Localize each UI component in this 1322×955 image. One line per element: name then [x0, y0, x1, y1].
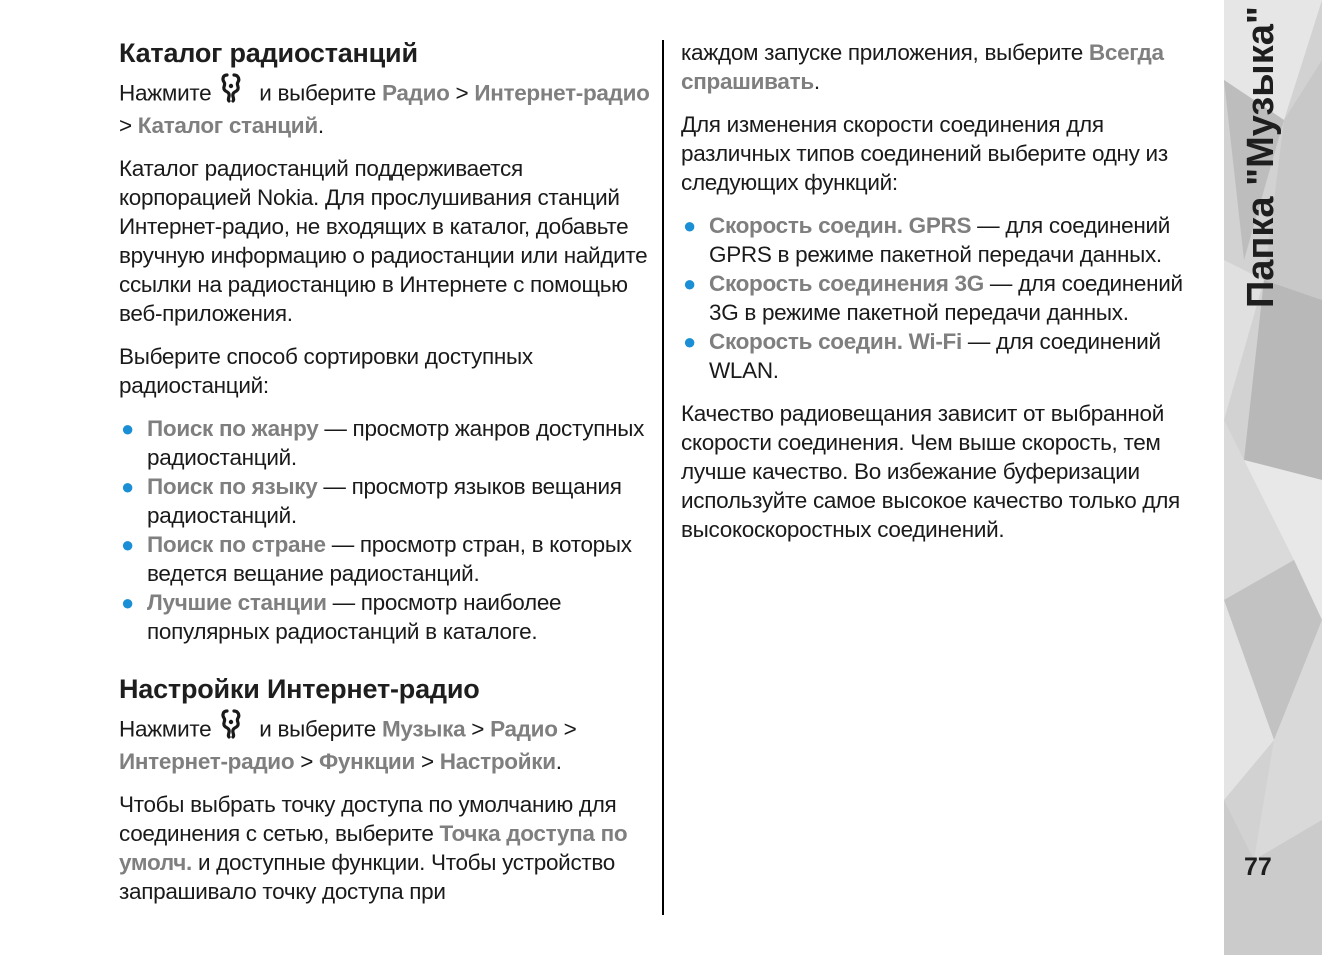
continuation-paragraph: [681, 38, 1213, 96]
access-point-paragraph: [119, 790, 655, 906]
nav-select-text: и выберите: [253, 80, 382, 106]
option-label: Скорость соединения 3G: [709, 271, 984, 296]
nav-sep: >: [557, 716, 577, 742]
bullet-icon: ●: [683, 213, 696, 238]
continuation-end: .: [813, 69, 820, 94]
nav-press-text: Нажмите: [119, 80, 212, 106]
nav-music: Музыка: [381, 716, 466, 742]
column-divider: [662, 40, 664, 915]
option-desc: — просмотр жанров доступных радиостанций.: [147, 416, 645, 470]
nav-radio: Радио: [381, 80, 450, 106]
option-desc: — просмотр стран, в которых ведется вещание радиостанций.: [147, 532, 632, 586]
quality-paragraph: Качество радиовещания зависит от выбранной скорости соединения. Чем выше скорость, тем лучше качество. Во избежание буферизации используйте самое высокое качество только для высокоскоростных соединений.: [681, 401, 1180, 542]
nav-end: .: [555, 749, 562, 774]
list-item: [681, 269, 1213, 327]
nav-select-text: и выберите: [253, 716, 382, 742]
left-column: [119, 36, 655, 920]
bullet-icon: ●: [121, 474, 134, 499]
option-label: Поиск по языку: [147, 474, 318, 499]
menu-key-icon: [219, 708, 245, 747]
option-label: Лучшие станции: [147, 590, 327, 615]
list-item: [119, 472, 655, 530]
list-item: [119, 414, 655, 472]
nav-radio: Радио: [490, 716, 558, 742]
access-point-option: Точка доступа по умолч.: [119, 821, 628, 875]
nav-internet-radio: Интернет-радио: [119, 749, 295, 774]
nav-sep: >: [119, 113, 138, 138]
bullet-icon: ●: [683, 329, 696, 354]
bullet-icon: ●: [121, 416, 134, 441]
speed-options-list: [681, 211, 1213, 385]
nav-internet-radio: Интернет-радио: [474, 80, 650, 106]
page-number: 77: [1244, 853, 1272, 881]
list-item: [119, 530, 655, 588]
sort-intro: Выберите способ сортировки доступных радиостанций:: [119, 344, 533, 398]
settings-nav-path: [119, 714, 655, 776]
list-item: [681, 211, 1213, 269]
catalog-nav-path: [119, 78, 655, 140]
option-label: Скорость соедин. GPRS: [709, 213, 972, 238]
always-ask-option: Всегда спрашивать: [681, 40, 1164, 94]
bullet-icon: ●: [683, 271, 696, 296]
nav-settings: Настройки: [439, 749, 556, 774]
nav-functions: Функции: [319, 749, 415, 774]
option-label: Скорость соедин. Wi-Fi: [709, 329, 962, 354]
option-desc: — для соединений 3G в режиме пакетной передачи данных.: [709, 271, 1183, 325]
option-desc: — для соединений GPRS в режиме пакетной передачи данных.: [709, 213, 1171, 267]
option-desc: — просмотр наиболее популярных радиостанций в каталоге.: [147, 590, 562, 644]
catalog-description: Каталог радиостанций поддерживается корпорацией Nokia. Для прослушивания станций Интернет-радио, не входящих в каталог, добавьте вручную информацию о радиостанции или найдите ссылки на радиостанцию в Интернете с помощью веб-приложения.: [119, 156, 648, 326]
list-item: [681, 327, 1213, 385]
access-point-text-cont: и доступные функции. Чтобы устройство запрашивало точку доступа при: [119, 850, 616, 904]
bullet-icon: ●: [121, 590, 134, 615]
section-title-settings: Настройки Интернет-радио: [119, 674, 480, 704]
option-desc: — просмотр языков вещания радиостанций.: [147, 474, 622, 528]
continuation-text: каждом запуске приложения, выберите: [681, 40, 1089, 65]
option-label: Поиск по жанру: [147, 416, 319, 441]
nav-end: .: [317, 113, 324, 138]
access-point-text: Чтобы выбрать точку доступа по умолчанию для соединения с сетью, выберите: [119, 792, 617, 846]
option-label: Поиск по стране: [147, 532, 326, 557]
bullet-icon: ●: [121, 532, 134, 557]
right-column: [681, 38, 1213, 558]
nav-press-text: Нажмите: [119, 716, 212, 742]
section-title-catalog: Каталог радиостанций: [119, 38, 418, 68]
nav-sep: >: [465, 716, 491, 742]
list-item: [119, 588, 655, 646]
nav-sep: >: [294, 749, 320, 774]
nav-catalog: Каталог станций: [137, 113, 318, 138]
chapter-title: Папка "Музыка": [1240, 6, 1282, 308]
nav-sep: >: [449, 80, 475, 106]
speed-intro: Для изменения скорости соединения для различных типов соединений выберите одну из следующих функций:: [681, 112, 1168, 195]
sort-options-list: [119, 414, 655, 646]
menu-key-icon: [219, 72, 245, 111]
nav-sep: >: [415, 749, 440, 774]
option-desc: — для соединений WLAN.: [709, 329, 1161, 383]
